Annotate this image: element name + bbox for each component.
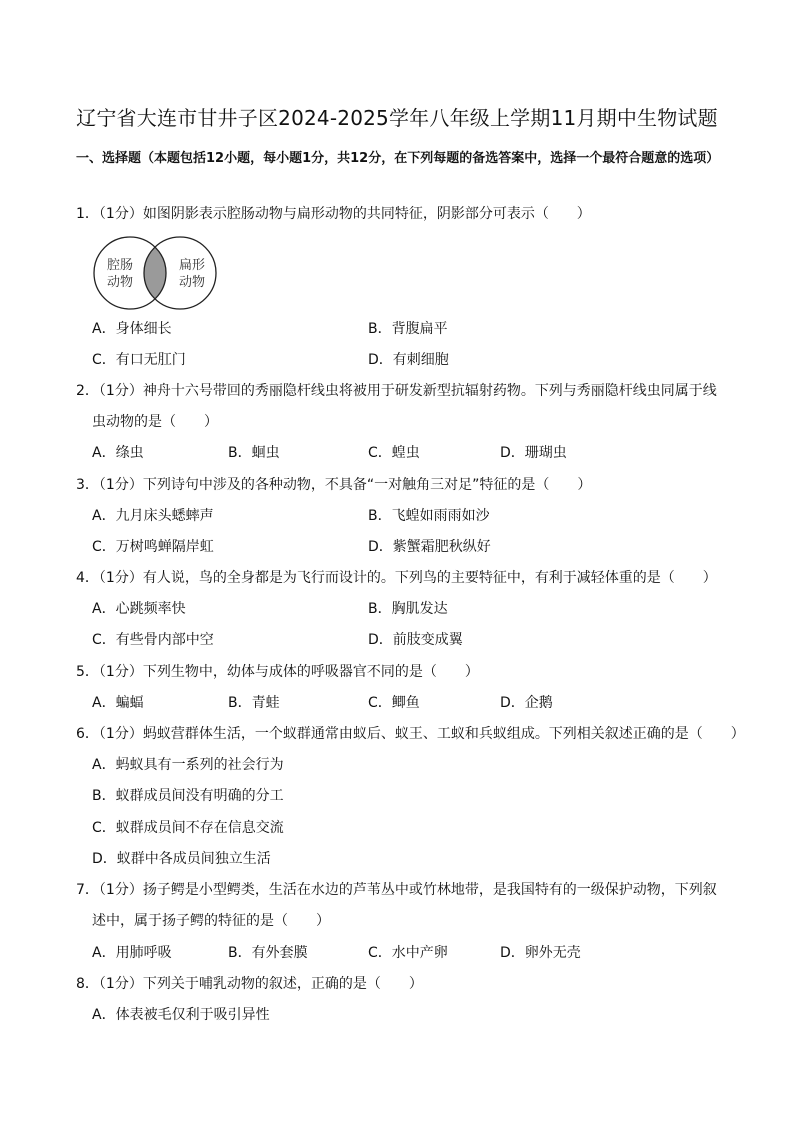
- question-7-option-c: C．水中产卵: [368, 945, 448, 961]
- question-4-option-c: C．有些骨内部中空: [92, 632, 214, 648]
- question-1-option-a: A．身体细长: [92, 321, 172, 337]
- question-4-option-d: D．前肢变成翼: [368, 632, 463, 648]
- question-2-stem-line-1: 2．（1分）神舟十六号带回的秀丽隐杆线虫将被用于研发新型抗辐射药物。下列与秀丽隐杆线虫同属于线: [76, 383, 717, 399]
- question-3-option-a: A．九月床头蟋蟀声: [92, 508, 214, 524]
- section-heading: 一、选择题（本题包括12小题，每小题1分，共12分，在下列每题的备选答案中，选择一个最符合题意的选项）: [76, 151, 720, 166]
- question-4-stem: 4．（1分）有人说，鸟的全身都是为飞行而设计的。下列鸟的主要特征中，有利于减轻体重的是（ ）: [76, 570, 717, 586]
- question-4-option-a: A．心跳频率快: [92, 601, 186, 617]
- venn-right-label-2: 动物: [178, 275, 206, 290]
- question-2-option-a: A．绦虫: [92, 445, 144, 461]
- question-2-option-d: D．珊瑚虫: [500, 445, 567, 461]
- question-1-option-d: D．有刺细胞: [368, 352, 449, 368]
- question-6-stem: 6．（1分）蚂蚁营群体生活，一个蚁群通常由蚁后、蚁王、工蚁和兵蚁组成。下列相关叙述正确的是（ ）: [76, 726, 745, 742]
- question-5-option-b: B．青蛙: [228, 695, 280, 711]
- question-4-option-b: B．胸肌发达: [368, 601, 448, 617]
- question-2-stem-line-2: 虫动物的是（ ）: [92, 414, 218, 430]
- question-2-option-b: B．蛔虫: [228, 445, 280, 461]
- venn-left-label-2: 动物: [106, 275, 134, 290]
- question-3-option-b: B．飞蝗如雨雨如沙: [368, 508, 490, 524]
- question-5-option-c: C．鲫鱼: [368, 695, 420, 711]
- question-1-stem: 1．（1分）如图阴影表示腔肠动物与扁形动物的共同特征，阴影部分可表示（ ）: [76, 206, 591, 222]
- question-6-option-d: D．蚁群中各成员间独立生活: [92, 851, 271, 867]
- question-7-stem-line-1: 7．（1分）扬子鳄是小型鳄类，生活在水边的芦苇丛中或竹林地带，是我国特有的一级保护动物，下列叙: [76, 882, 717, 898]
- question-1-option-b: B．背腹扁平: [368, 321, 448, 337]
- venn-diagram: [92, 233, 220, 313]
- venn-right-label-1: 扁形: [178, 258, 206, 273]
- question-7-option-d: D．卵外无壳: [500, 945, 581, 961]
- question-5-option-a: A．蝙蝠: [92, 695, 144, 711]
- question-5-option-d: D．企鹅: [500, 695, 553, 711]
- venn-left-label-1: 腔肠: [106, 258, 134, 273]
- question-3-stem: 3．（1分）下列诗句中涉及的各种动物，不具备“一对触角三对足”特征的是（ ）: [76, 477, 592, 493]
- question-3-option-d: D．紫蟹霜肥秋纵好: [368, 539, 491, 555]
- question-6-option-b: B．蚁群成员间没有明确的分工: [92, 788, 284, 804]
- question-7-option-b: B．有外套膜: [228, 945, 308, 961]
- question-3-option-c: C．万树鸣蝉隔岸虹: [92, 539, 214, 555]
- question-6-option-a: A．蚂蚁具有一系列的社会行为: [92, 757, 284, 773]
- page-title: 辽宁省大连市甘井子区2024-2025学年八年级上学期11月期中生物试题: [76, 106, 718, 130]
- question-1-option-c: C．有口无肛门: [92, 352, 186, 368]
- question-8-option-a: A．体表被毛仅利于吸引异性: [92, 1007, 270, 1023]
- question-7-stem-line-2: 述中，属于扬子鳄的特征的是（ ）: [92, 913, 330, 929]
- question-2-option-c: C．蝗虫: [368, 445, 420, 461]
- question-7-option-a: A．用肺呼吸: [92, 945, 172, 961]
- question-5-stem: 5．（1分）下列生物中，幼体与成体的呼吸器官不同的是（ ）: [76, 664, 479, 680]
- question-6-option-c: C．蚁群成员间不存在信息交流: [92, 820, 284, 836]
- question-8-stem: 8．（1分）下列关于哺乳动物的叙述，正确的是（ ）: [76, 976, 423, 992]
